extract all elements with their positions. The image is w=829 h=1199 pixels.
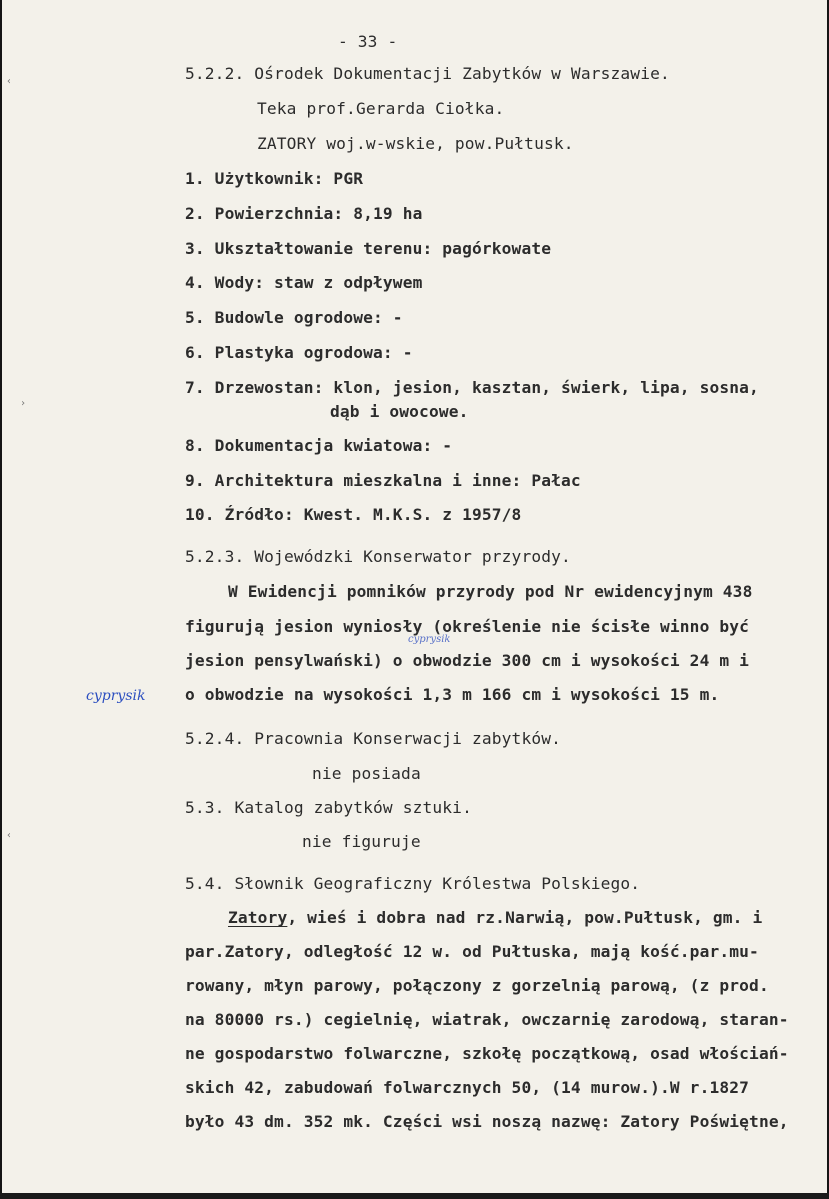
- slownik-line: ne gospodarstwo folwarczne, szkołę początkową, osad włościań-: [185, 1044, 789, 1063]
- item-8: 8. Dokumentacja kwiatowa: -: [185, 436, 453, 455]
- item-5: 5. Budowle ogrodowe: -: [185, 308, 403, 327]
- slownik-line: skich 42, zabudowań folwarcznych 50, (14 murow.).W r.1827: [185, 1078, 750, 1097]
- item-10: 10. Źródło: Kwest. M.K.S. z 1957/8: [185, 505, 522, 524]
- section-heading-5-2-2: 5.2.2. Ośrodek Dokumentacji Zabytków w Warszawie.: [185, 64, 670, 83]
- handwritten-margin-note: cyprysik: [86, 688, 146, 704]
- paragraph-line: jesion pensylwański) o obwodzie 300 cm i wysokości 24 m i: [185, 651, 750, 670]
- slownik-line-text: , wieś i dobra nad rz.Narwią, pow.Pułtusk, gm. i: [287, 908, 763, 927]
- item-4: 4. Wody: staw z odpływem: [185, 273, 423, 292]
- scan-mark: ‹: [6, 76, 13, 87]
- underlined-entry-word: Zatory: [228, 908, 288, 927]
- paragraph-line: o obwodzie na wysokości 1,3 m 166 cm i wysokości 15 m.: [185, 685, 720, 704]
- slownik-line: rowany, młyn parowy, połączony z gorzelnią parową, (z prod.: [185, 976, 769, 995]
- section-heading-5-2-4: 5.2.4. Pracownia Konserwacji zabytków.: [185, 729, 562, 748]
- paragraph-line: figurują jesion wyniosły (określenie nie ścisłe winno być: [185, 617, 750, 636]
- teka-line: Teka prof.Gerarda Ciołka.: [257, 99, 505, 118]
- slownik-line: na 80000 rs.) cegielnię, wiatrak, owczarnię zarodową, staran-: [185, 1010, 789, 1029]
- section-heading-5-4: 5.4. Słownik Geograficzny Królestwa Polskiego.: [185, 874, 641, 893]
- section-heading-5-3: 5.3. Katalog zabytków sztuki.: [185, 798, 472, 817]
- nie-figuruje: nie figuruje: [302, 832, 421, 851]
- item-7-continued: dąb i owocowe.: [330, 402, 469, 421]
- item-1: 1. Użytkownik: PGR: [185, 169, 364, 188]
- scan-border-left: [0, 0, 2, 1199]
- item-3: 3. Ukształtowanie terenu: pagórkowate: [185, 239, 552, 258]
- paragraph-line: W Ewidencji pomników przyrody pod Nr ewidencyjnym 438: [228, 582, 753, 601]
- item-6: 6. Plastyka ogrodowa: -: [185, 343, 413, 362]
- section-heading-5-2-3: 5.2.3. Wojewódzki Konserwator przyrody.: [185, 547, 571, 566]
- scan-mark: ›: [20, 398, 27, 409]
- page-number: - 33 -: [338, 32, 398, 51]
- item-2: 2. Powierzchnia: 8,19 ha: [185, 204, 423, 223]
- slownik-line: par.Zatory, odległość 12 w. od Pułtuska, mają kość.par.mu-: [185, 942, 759, 961]
- slownik-line-1: [228, 908, 762, 928]
- item-9: 9. Architektura mieszkalna i inne: Pałac: [185, 471, 581, 490]
- scan-border-bottom: [0, 1193, 829, 1199]
- zatory-location: ZATORY woj.w-wskie, pow.Pułtusk.: [257, 134, 574, 153]
- item-7: 7. Drzewostan: klon, jesion, kasztan, świerk, lipa, sosna,: [185, 378, 759, 397]
- slownik-line: było 43 dm. 352 mk. Części wsi noszą nazwę: Zatory Poświętne,: [185, 1112, 789, 1131]
- handwritten-interline-note: cyprysik: [408, 634, 451, 645]
- nie-posiada: nie posiada: [312, 764, 421, 783]
- scan-mark: ‹: [6, 830, 13, 841]
